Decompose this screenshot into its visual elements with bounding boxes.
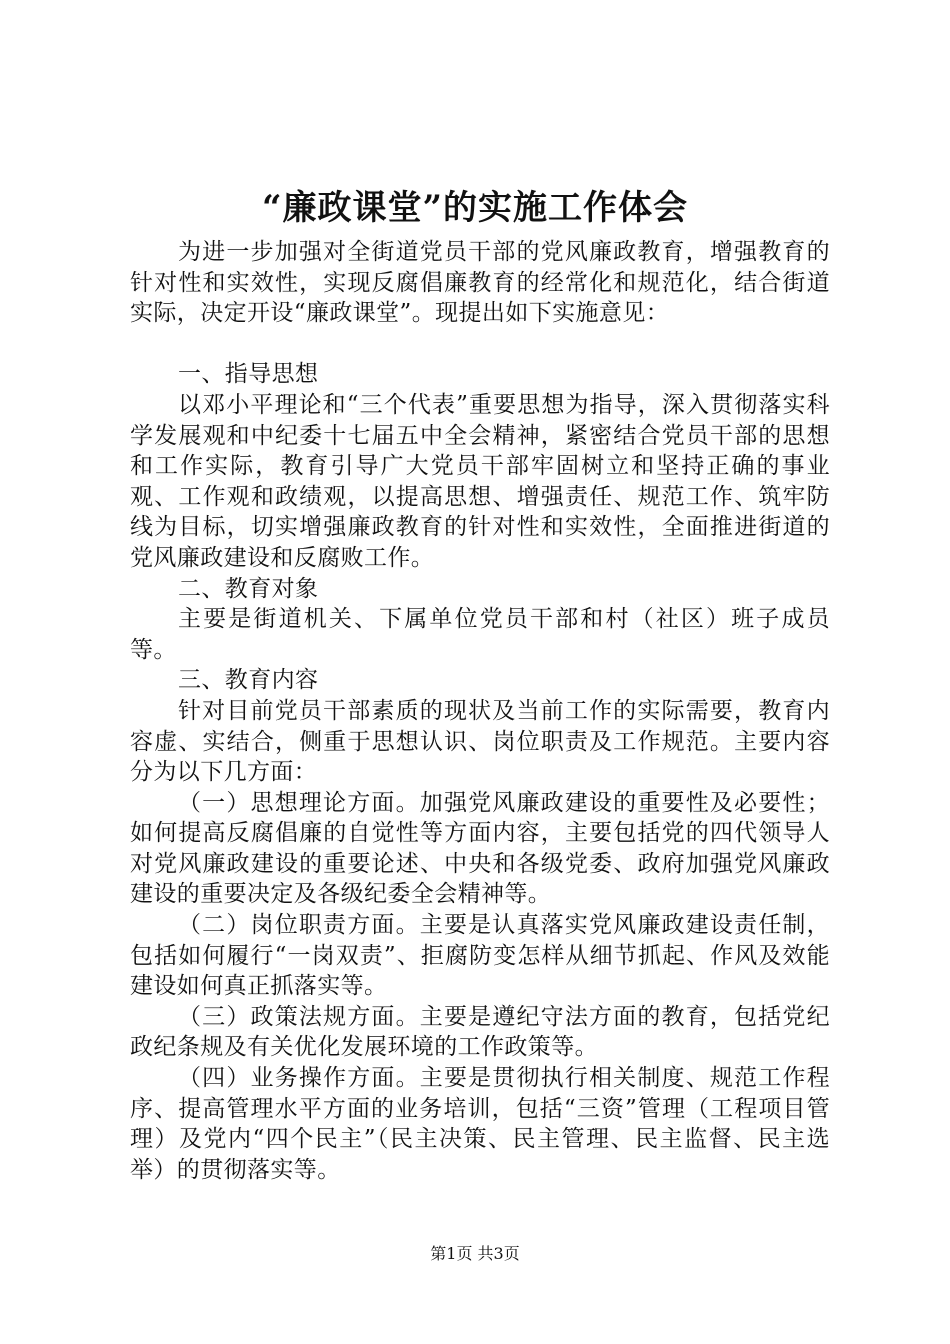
- section-heading-education-target: 二、教育对象: [178, 575, 319, 602]
- section-text-education-target: 主要是街道机关、下属单位党员干部和村（社区）班子成员等。: [130, 606, 830, 663]
- content-item-operations: （四）业务操作方面。主要是贯彻执行相关制度、规范工作程序、提高管理水平方面的业务培训，包括“三资”管理（工程项目管理）及党内“四个民主”（民主决策、民主管理、民主监督、民主选举）的贯彻落实等。: [130, 1065, 830, 1183]
- paragraph-gap: [130, 329, 830, 360]
- section-text-guiding-thought: 以邓小平理论和“三个代表”重要思想为指导，深入贯彻落实科学发展观和中纪委十七届五中全会精神，紧密结合党员干部的思想和工作实际，教育引导广大党员干部牢固树立和坚持正确的事业观、工作观和政绩观，以提高思想、增强责任、规范工作、筑牢防线为目标，切实增强廉政教育的针对性和实效性，全面推进街道的党风廉政建设和反腐败工作。: [130, 391, 830, 571]
- intro-paragraph: 为进一步加强对全街道党员干部的党风廉政教育，增强教育的针对性和实效性，实现反腐倡廉教育的经常化和规范化，结合街道实际，决定开设“廉政课堂”。现提出如下实施意见：: [130, 239, 830, 327]
- section-heading-guiding-thought: 一、指导思想: [178, 361, 319, 388]
- section-text-education-content: 针对目前党员干部素质的现状及当前工作的实际需要，教育内容虚、实结合，侧重于思想认识、岗位职责及工作规范。主要内容分为以下几方面：: [130, 697, 830, 786]
- content-item-theory: （一）思想理论方面。加强党风廉政建设的重要性及必要性；如何提高反腐倡廉的自觉性等方面内容，主要包括党的四代领导人对党风廉政建设的重要论述、中央和各级党委、政府加强党风廉政建设的重要决定及各级纪委全会精神等。: [130, 789, 830, 908]
- document-title: “廉政课堂”的实施工作体会: [261, 188, 689, 228]
- content-item-duties: （二）岗位职责方面。主要是认真落实党风廉政建设责任制，包括如何履行“一岗双责”、拒腐防变怎样从细节抓起、作风及效能建设如何真正抓落实等。: [130, 912, 830, 1000]
- page-footer: 第1页 共3页: [430, 1244, 520, 1263]
- content-item-policy: （三）政策法规方面。主要是遵纪守法方面的教育，包括党纪政纪条规及有关优化发展环境的工作政策等。: [130, 1003, 830, 1061]
- section-heading-education-content: 三、教育内容: [178, 667, 319, 694]
- document-body: [130, 237, 830, 1185]
